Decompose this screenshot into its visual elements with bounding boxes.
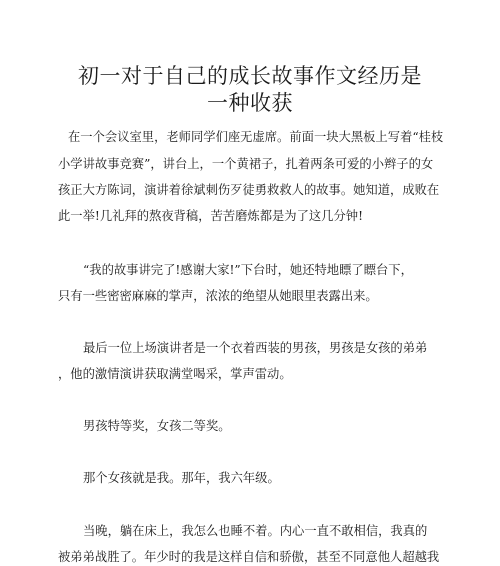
paragraph-line: 孩正大方陈词，演讲着徐斌刺伤歹徒勇救救人的故事。她知道，成败在 — [58, 183, 440, 197]
document-title-line-2: 一种收获 — [207, 91, 293, 115]
paragraph-line: 男孩特等奖，女孩二等奖。 — [83, 419, 231, 433]
paragraph-line: 那个女孩就是我。那年，我六年级。 — [83, 471, 280, 485]
document-title-line-1: 初一对于自己的成长故事作文经历是 — [78, 64, 422, 88]
paragraph-line: 此一举!几礼拜的熬夜背稿，苦苦磨炼都是为了这几分钟! — [58, 209, 364, 223]
paragraph-line: “我的故事讲完了!感谢大家!”下台时，她还特地瞟了瞟台下， — [83, 263, 413, 277]
paragraph-line: 在一个会议室里，老师同学们座无虚席。前面一块大黑板上写着“桂枝 — [68, 130, 444, 144]
paragraph-line: 小学讲故事竞赛”，讲台上，一个黄裙子，扎着两条可爱的小辫子的女 — [58, 157, 434, 171]
paragraph-line: 被弟弟战胜了。年少时的我是这样自信和骄傲，甚至不同意他人超越我 — [58, 550, 440, 564]
paragraph-line: 当晚，躺在床上，我怎么也睡不着。内心一直不敢相信，我真的 — [83, 524, 428, 538]
paragraph-line: ，他的激情演讲获取满堂喝采，掌声雷动。 — [58, 367, 292, 381]
paragraph-line: 最后一位上场演讲者是一个衣着西装的男孩，男孩是女孩的弟弟 — [83, 341, 428, 355]
paragraph-line: 只有一些密密麻麻的掌声，浓浓的绝望从她眼里表露出来。 — [58, 289, 378, 303]
